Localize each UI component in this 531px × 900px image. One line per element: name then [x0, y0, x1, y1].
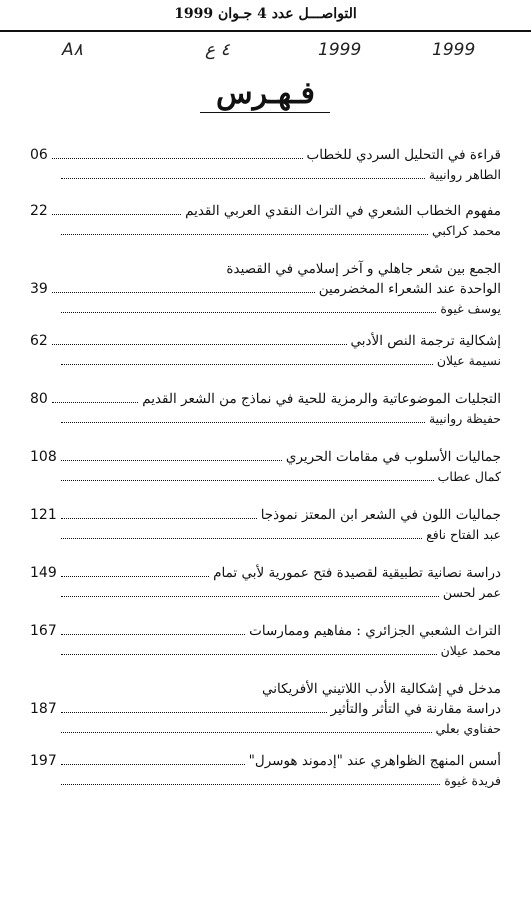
- entry-page: 22: [30, 203, 48, 219]
- entry-title: جماليات الأسلوب في مقامات الحريري: [285, 449, 501, 465]
- toc-entry[interactable]: [30, 331, 501, 371]
- entry-author: عبد الفتاح نافع: [426, 527, 501, 542]
- leader-dots: [61, 479, 434, 481]
- title-underline: [200, 112, 330, 113]
- entry-page: 06: [30, 147, 48, 163]
- leader-dots: [52, 157, 303, 159]
- entry-title: الجمع بين شعر جاهلي و آخر إسلامي في القصيدة: [226, 261, 501, 277]
- entry-author: يوسف غيوة: [440, 301, 501, 316]
- handwritten-note-1: A٨: [62, 40, 83, 60]
- handwritten-note-3: 1999: [318, 40, 362, 60]
- entry-title: مدخل في إشكالية الأدب اللاتيني الأفريكاني: [261, 681, 501, 697]
- entry-page: 167: [30, 623, 57, 639]
- entry-title: أسس المنهج الظواهري عند "إدموند هوسرل": [248, 753, 501, 769]
- entry-page: 187: [30, 701, 57, 717]
- leader-dots: [61, 731, 432, 733]
- toc-entry[interactable]: [30, 389, 501, 429]
- handwritten-note-2: ٤ ع: [205, 40, 230, 60]
- entry-page: 80: [30, 391, 48, 407]
- leader-dots: [61, 783, 440, 785]
- entry-author: نسيمة عيلان: [436, 353, 501, 368]
- leader-dots: [61, 421, 425, 423]
- entry-title: دراسة نصانية تطبيقية لقصيدة فتح عمورية لأبي تمام: [213, 565, 501, 581]
- leader-dots: [61, 233, 428, 235]
- entry-author: محمد عيلان: [440, 643, 501, 658]
- entry-author: فريدة غيوة: [444, 773, 501, 788]
- toc-entry[interactable]: [30, 621, 501, 661]
- toc-entry[interactable]: [30, 201, 501, 241]
- leader-dots: [61, 633, 245, 635]
- toc-entry[interactable]: [30, 751, 501, 791]
- leader-dots: [61, 711, 327, 713]
- toc-entry[interactable]: [30, 679, 501, 739]
- entry-title: التراث الشعبي الجزائري : مفاهيم وممارسات: [249, 623, 501, 639]
- journal-header: التواصـــل عدد 4 جـوان 1999: [174, 6, 357, 22]
- entry-title-line2: دراسة مقارنة في التأثر والتأثير: [330, 701, 501, 717]
- entry-page: 197: [30, 753, 57, 769]
- leader-dots: [61, 763, 245, 765]
- entry-title: إشكالية ترجمة النص الأدبي: [350, 333, 501, 349]
- leader-dots: [61, 459, 282, 461]
- entry-title-line2: الواحدة عند الشعراء المخضرمين: [318, 281, 501, 297]
- leader-dots: [61, 311, 436, 313]
- entry-page: 121: [30, 507, 57, 523]
- toc-entry[interactable]: [30, 259, 501, 319]
- entry-page: 108: [30, 449, 57, 465]
- leader-dots: [61, 595, 439, 597]
- handwritten-note-4: 1999: [432, 40, 476, 60]
- entry-author: محمد كراكبي: [432, 223, 501, 238]
- entry-title: مفهوم الخطاب الشعري في التراث النقدي العربي القديم: [185, 203, 501, 219]
- entry-author: حفناوي بعلي: [435, 721, 501, 736]
- leader-dots: [61, 177, 425, 179]
- leader-dots: [52, 213, 181, 215]
- entry-title: قراءة في التحليل السردي للخطاب: [306, 147, 501, 163]
- page-title: فـهـرس: [216, 76, 315, 111]
- leader-dots: [61, 653, 437, 655]
- toc-entry[interactable]: [30, 447, 501, 487]
- header-rule: [0, 30, 531, 32]
- leader-dots: [52, 401, 138, 403]
- entry-author: الطاهر روانيية: [428, 167, 501, 182]
- leader-dots: [61, 517, 257, 519]
- toc-entry[interactable]: [30, 145, 501, 185]
- leader-dots: [52, 343, 347, 345]
- entry-author: عمر لحسن: [442, 585, 501, 600]
- entry-title: التجليات الموضوعاتية والرمزية للحية في نماذج من الشعر القديم: [142, 391, 501, 407]
- toc-entry[interactable]: [30, 505, 501, 545]
- entry-page: 39: [30, 281, 48, 297]
- entry-author: حفيظة روانيية: [428, 411, 501, 426]
- entry-title: جماليات اللون في الشعر ابن المعتز نموذجا: [260, 507, 501, 523]
- entry-page: 62: [30, 333, 48, 349]
- leader-dots: [61, 575, 209, 577]
- leader-dots: [61, 363, 433, 365]
- entry-author: كمال عطاب: [437, 469, 501, 484]
- leader-dots: [52, 291, 315, 293]
- toc-entry[interactable]: [30, 563, 501, 603]
- entry-page: 149: [30, 565, 57, 581]
- leader-dots: [61, 537, 422, 539]
